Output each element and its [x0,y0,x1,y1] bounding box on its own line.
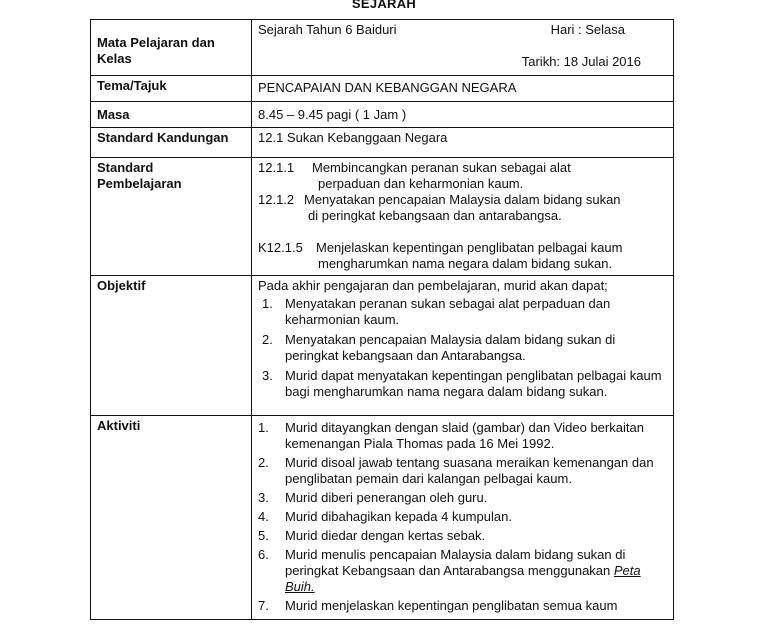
objektif-intro: Pada akhir pengajaran dan pembelajaran, murid akan dapat; [258,278,608,293]
item-number: 7. [258,598,269,613]
item-text: Murid diberi penerangan oleh guru. [285,490,488,505]
item-emphasis: Peta Buih. [285,563,641,594]
row-standard-pembelajaran [91,158,674,276]
item-number: 1. [262,296,273,311]
lesson-plan-table [90,19,674,620]
item-number: 5. [258,528,269,543]
subject-class: Sejarah Tahun 6 Baiduri [258,22,397,37]
document-title: SEJARAH [351,0,417,11]
sp-line1: Membincangkan peranan sukan sebagai alat [312,160,571,175]
list-item [258,528,669,544]
row-masa [91,102,674,128]
sp-line2: perpaduan dan keharmonian kaum. [318,176,524,191]
list-item [258,547,669,595]
aktiviti-list [258,420,669,614]
item-text: Menyatakan peranan sukan sebagai alat perpaduan dan keharmonian kaum. [285,296,611,327]
item-number: 3. [262,368,273,383]
value-mata-pelajaran [252,20,674,76]
item-text: Murid dapat menyatakan kepentingan penglibatan pelbagai kaum bagi mengharumkan nama negara dalam bidang sukan. [285,368,662,399]
hari: Hari : Selasa [550,22,625,37]
item-text: Menyatakan pencapaian Malaysia dalam bidang sukan di peringkat kebangsaan dan Antarabangsa. [285,332,616,363]
value-masa: 8.45 – 9.45 pagi ( 1 Jam ) [252,102,674,128]
list-item [258,332,669,364]
label-tema: Tema/Tajuk [91,76,252,102]
row-objektif [91,276,674,416]
label-sp-line2: Pembelajaran [97,176,182,191]
list-item [258,490,669,506]
label-sp-line1: Standard [97,160,154,175]
sp-code: K12.1.5 [258,240,303,255]
list-item [258,455,669,487]
objektif-list [258,296,669,400]
sp-line2: di peringkat kebangsaan dan antarabangsa. [308,208,562,223]
list-item [258,368,669,400]
value-tema: PENCAPAIAN DAN KEBANGGAN NEGARA [252,76,674,102]
label-aktiviti: Aktiviti [91,416,252,620]
label-objektif: Objektif [91,276,252,416]
item-text: Murid diedar dengan kertas sebak. [285,528,486,543]
sp-code: 12.1.1 [258,160,295,175]
label-masa: Masa [91,102,252,128]
tarikh: Tarikh: 18 Julai 2016 [521,54,641,69]
list-item [258,509,669,525]
row-mata-pelajaran [91,20,674,76]
sp-item [258,192,669,208]
value-standard-pembelajaran [252,158,674,276]
list-item [258,598,669,614]
item-text: Murid disoal jawab tentang suasana meraikan kemenangan dan penglibatan pemain dari kalangan pelbagai kaum. [285,455,654,486]
sp-code: 12.1.2 [258,192,295,207]
value-objektif [252,276,674,416]
sp-line1: Menjelaskan kepentingan penglibatan pelbagai kaum [316,240,623,255]
label-mata-pelajaran [91,20,252,76]
list-item [258,420,669,452]
row-tema [91,76,674,102]
row-standard-kandungan [91,128,674,158]
item-number: 2. [258,455,269,470]
item-text: Murid menjelaskan kepentingan penglibatan semua kaum [285,598,618,613]
sp-item [258,160,669,176]
label-standard-kandungan: Standard Kandungan [91,128,252,158]
sp-item [258,240,669,256]
sp-line2: mengharumkan nama negara dalam bidang sukan. [318,256,613,271]
sp-line1: Menyatakan pencapaian Malaysia dalam bidang sukan [304,192,621,207]
value-standard-kandungan: 12.1 Sukan Kebanggaan Negara [252,128,674,158]
item-number: 1. [258,420,269,435]
item-text: Murid dibahagikan kepada 4 kumpulan. [285,509,512,524]
item-text: Murid menulis pencapaian Malaysia dalam bidang sukan di peringkat Kebangsaan dan Antarabangsa menggunakan [285,547,626,578]
value-aktiviti [252,416,674,620]
list-item [258,296,669,328]
item-number: 6. [258,547,269,562]
item-number: 2. [262,332,273,347]
label-mata-pelajaran-text: Mata Pelajaran dan Kelas [97,35,215,66]
row-aktiviti [91,416,674,620]
item-number: 4. [258,509,269,524]
item-text: Murid ditayangkan dengan slaid (gambar) dan Video berkaitan kemenangan Piala Thomas pada 16 Mei 1992. [285,420,644,451]
item-number: 3. [258,490,269,505]
label-standard-pembelajaran [91,158,252,276]
